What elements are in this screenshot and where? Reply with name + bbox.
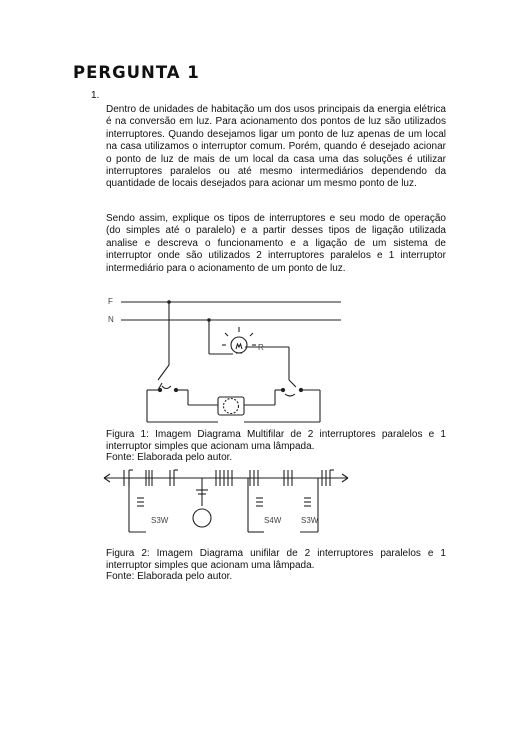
phase-label: F	[108, 297, 113, 306]
question-paragraph-2: Sendo assim, explique os tipos de interruptores e seu modo de operação (do simples até o paralelo) e a partir desses tipos de ligação utilizada analise e descreva o funcionamento e a ligação de um sistema de interruptor onde são utilizados 2 interruptores paralelos e 1 interruptor intermediário para o acionamento de um ponto de luz.	[106, 213, 446, 274]
switch-mid-label: S4W	[264, 516, 282, 525]
figure-2-caption-text: Figura 2: Imagem Diagrama unifilar de 2 interruptores paralelos e 1 interruptor simples que acionam uma lâmpada.	[106, 548, 446, 571]
switch-left-label: S3W	[151, 516, 169, 525]
question-number: 1.	[91, 90, 100, 101]
lamp-label: R	[258, 343, 264, 352]
neutral-label: N	[108, 315, 114, 324]
figure-1-caption-text: Figura 1: Imagem Diagrama Multifilar de 2 interruptores paralelos e 1 interruptor simples que acionam uma lâmpada.	[106, 429, 446, 452]
question-paragraph-1: Dentro de unidades de habitação um dos usos principais da energia elétrica é na conversão em luz. Para acionamento dos pontos de luz são utilizados interruptores. Quando desejamos ligar um ponto de luz apenas de um local na casa utilizamos o interruptor comum. Porém, quando é desejado acionar o ponto de luz de mais de um local da casa uma das soluções é utilizar interruptores paralelos ou até mesmo intermediários dependendo da quantidade de locais desejados para acionar um mesmo ponto de luz.	[106, 104, 446, 190]
lamp-icon	[222, 327, 256, 353]
question-heading: PERGUNTA 1	[73, 63, 200, 82]
figure-1-caption	[106, 429, 446, 464]
right-parallel-switch-icon	[281, 380, 302, 396]
lamp-point-icon	[193, 509, 211, 527]
figure-2-source: Fonte: Elaborada pelo autor.	[106, 571, 233, 583]
switch-right-label: S3W	[301, 516, 319, 525]
figure-1-source: Fonte: Elaborada pelo autor.	[106, 452, 233, 464]
intermediate-switch-icon	[218, 397, 244, 415]
left-parallel-switch-icon	[158, 383, 178, 392]
figure-2-caption	[106, 548, 446, 583]
